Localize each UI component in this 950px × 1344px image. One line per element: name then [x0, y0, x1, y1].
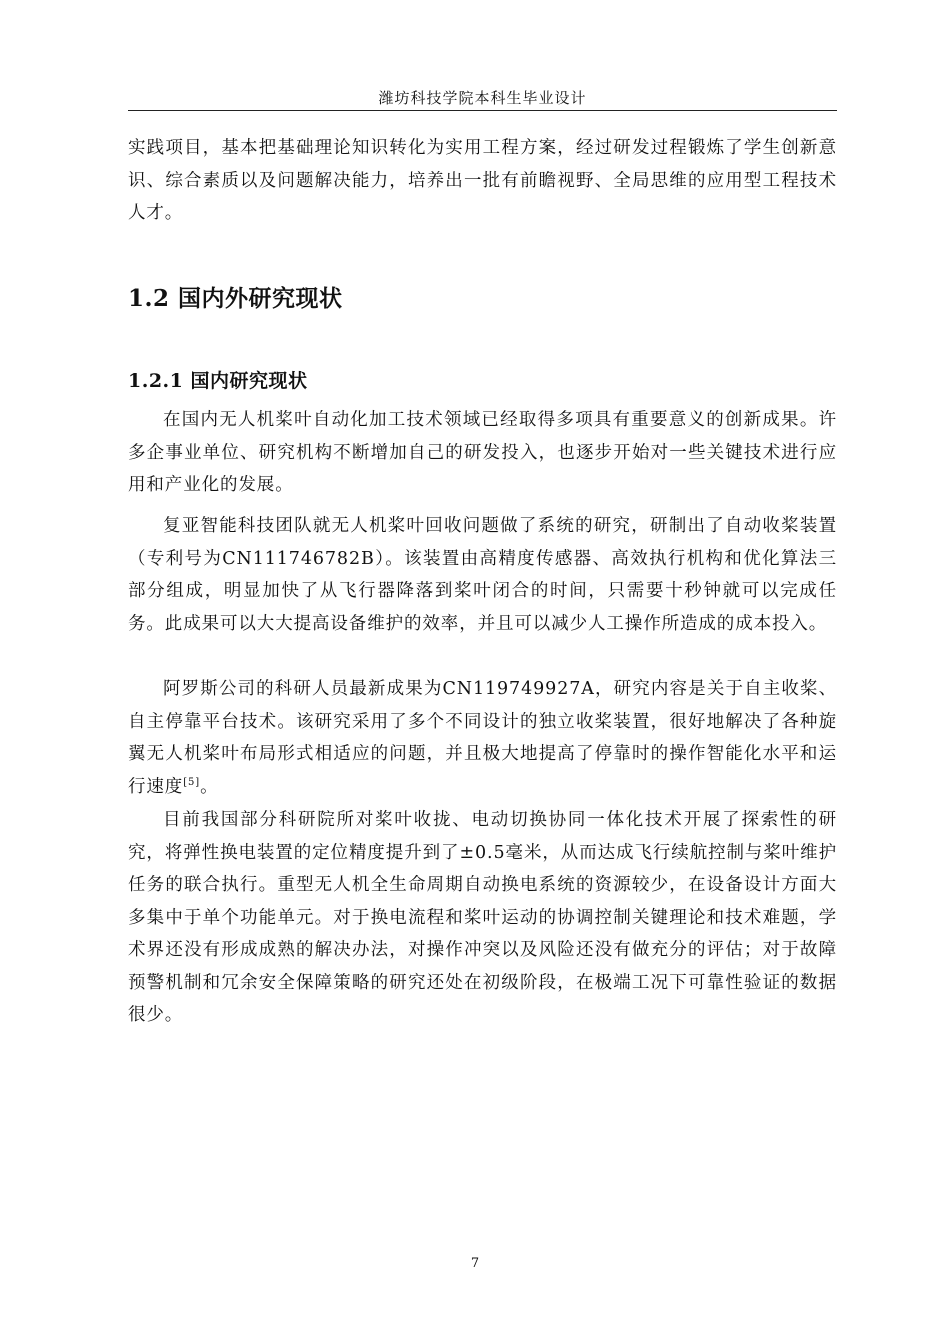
- citation-reference: [5]: [183, 776, 201, 788]
- body-paragraph: 目前我国部分科研院所对桨叶收拢、电动切换协同一体化技术开展了探索性的研究，将弹性换电装置的定位精度提升到了±0.5毫米，从而达成飞行续航控制与桨叶维护任务的联合执行。重型无人机全生命周期自动换电系统的资源较少，在设备设计方面大多集中于单个功能单元。对于换电流程和桨叶运动的协调控制关键理论和技术难题，学术界还没有形成成熟的解决办法，对操作冲突以及风险还没有做充分的评估；对于故障预警机制和冗余安全保障策略的研究还处在初级阶段，在极端工况下可靠性验证的数据很少。: [128, 810, 837, 1025]
- section-number: 1.2: [128, 285, 170, 312]
- subsection-heading: [128, 366, 308, 396]
- body-paragraph: 在国内无人机桨叶自动化加工技术领域已经取得多项具有重要意义的创新成果。许多企事业单位、研究机构不断增加自己的研发投入，也逐步开始对一些关键技术进行应用和产业化的发展。: [128, 410, 837, 495]
- intro-block: [128, 132, 837, 230]
- paragraph-end-mark: 。: [200, 776, 219, 797]
- subsection-number: 1.2.1: [128, 370, 184, 392]
- page-header: 潍坊科技学院本科生毕业设计: [378, 89, 587, 107]
- paragraph-block-1: [128, 404, 837, 502]
- intro-paragraph: 实践项目，基本把基础理论知识转化为实用工程方案，经过研发过程锻炼了学生创新意识、综合素质以及问题解决能力，培养出一批有前瞻视野、全局思维的应用型工程技术人才。: [128, 138, 837, 223]
- section-heading: [128, 282, 343, 316]
- paragraph-block-2: [128, 510, 837, 640]
- header-divider: [128, 110, 837, 111]
- section-title: 国内外研究现状: [178, 285, 343, 312]
- page-number: 7: [470, 1256, 480, 1271]
- subsection-title: 国内研究现状: [190, 370, 308, 392]
- paragraph-block-3: [128, 673, 837, 803]
- body-paragraph: [128, 673, 837, 803]
- paragraph-block-4: [128, 804, 837, 1032]
- paragraph-text: 阿罗斯公司的科研人员最新成果为CN119749927A，研究内容是关于自主收桨、自主停靠平台技术。该研究采用了多个不同设计的独立收桨装置，很好地解决了各种旋翼无人机桨叶布局形式相适应的问题，并且极大地提高了停靠时的操作智能化水平和运行速度: [128, 679, 837, 797]
- body-paragraph: 复亚智能科技团队就无人机桨叶回收问题做了系统的研究，研制出了自动收桨装置（专利号为CN111746782B）。该装置由高精度传感器、高效执行机构和优化算法三部分组成，明显加快了从飞行器降落到桨叶闭合的时间，只需要十秒钟就可以完成任务。此成果可以大大提高设备维护的效率，并且可以减少人工操作所造成的成本投入。: [128, 516, 837, 634]
